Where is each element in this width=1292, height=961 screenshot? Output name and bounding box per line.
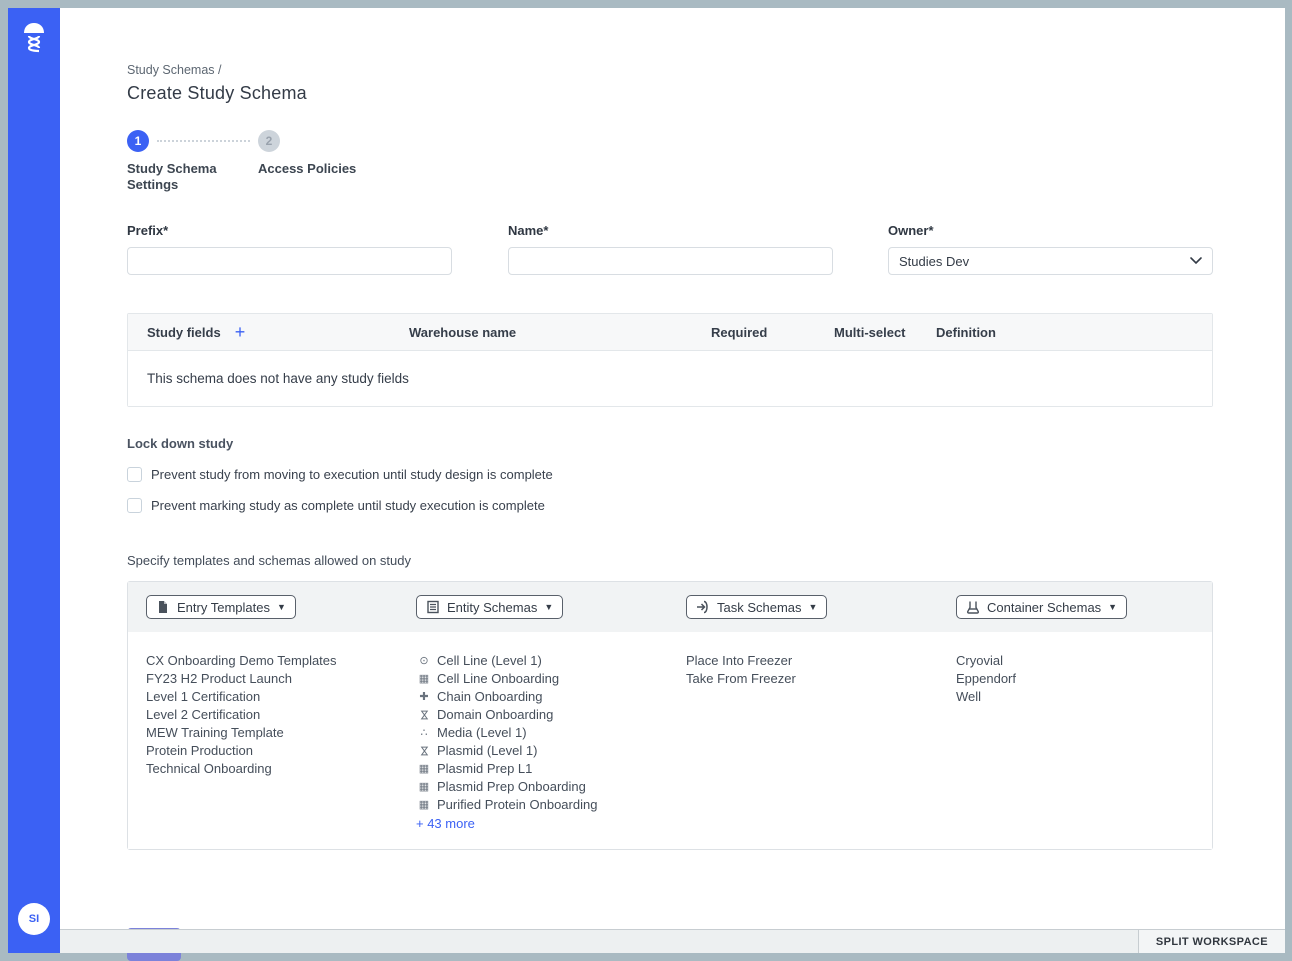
arrow-in-icon [696, 600, 710, 614]
step-2-circle[interactable]: 2 [258, 130, 280, 152]
list-item-label: Place Into Freezer [686, 653, 793, 668]
entity-schemas-list [416, 652, 668, 814]
lock-option-design[interactable] [127, 467, 1213, 482]
list-item-label: Eppendorf [956, 671, 1016, 686]
caret-down-icon: ▼ [276, 602, 286, 612]
entry-templates-list [146, 652, 398, 778]
checkbox-prevent-complete[interactable] [127, 498, 142, 513]
list-item-label: Chain Onboarding [437, 689, 543, 704]
list-item [416, 706, 668, 724]
name-label: Name* [508, 223, 549, 238]
list-item [416, 742, 668, 760]
footer-bar [60, 929, 1285, 953]
list-item [416, 778, 668, 796]
list-item-label: Plasmid Prep Onboarding [437, 779, 586, 794]
benchling-logo-icon[interactable] [21, 22, 47, 52]
step-1-circle[interactable]: 1 [127, 130, 149, 152]
dropdown-button-entity-schemas[interactable] [416, 595, 563, 619]
stepper [127, 130, 1213, 193]
grid-icon: ▦ [418, 763, 430, 775]
list-item [956, 670, 1212, 688]
list-item [146, 724, 398, 742]
grid-icon: ▦ [418, 781, 430, 793]
container-schemas-list [956, 652, 1212, 706]
chain-icon: ✚ [419, 691, 429, 703]
dropdown-label: Task Schemas [717, 599, 802, 615]
schema-settings-form [127, 223, 1213, 275]
caret-down-icon: ▼ [808, 602, 818, 612]
list-item-label: Level 2 Certification [146, 707, 261, 722]
study-fields-column-header: Study fields [147, 324, 221, 340]
checkbox-label: Prevent marking study as complete until study execution is complete [151, 498, 545, 513]
allowed-panel-body [128, 632, 1212, 849]
lock-down-study-label: Lock down study [127, 436, 234, 451]
list-item-label: Purified Protein Onboarding [437, 797, 598, 812]
dropdown-button-entry-templates[interactable] [146, 595, 296, 619]
owner-label: Owner* [888, 223, 934, 238]
list-item-label: Plasmid Prep L1 [437, 761, 533, 776]
dna-icon: ⋈ [418, 745, 430, 757]
list-item-label: CX Onboarding Demo Templates [146, 653, 337, 668]
step-2-label: Access Policies [258, 161, 357, 176]
list-item-label: Media (Level 1) [437, 725, 527, 740]
checkbox-label: Prevent study from moving to execution until study design is complete [151, 467, 553, 482]
task-schemas-list [686, 652, 938, 688]
list-item [686, 670, 938, 688]
chevron-down-icon [1190, 257, 1202, 265]
list-item [416, 796, 668, 814]
dropdown-button-container-schemas[interactable] [956, 595, 1127, 619]
cell-line-icon: ⊙ [419, 655, 429, 667]
allowed-column-entity-schemas [398, 652, 668, 833]
list-item-label: Protein Production [146, 743, 253, 758]
list-item-label: Take From Freezer [686, 671, 796, 686]
list-item [416, 724, 668, 742]
allowed-panel-header [128, 582, 1212, 632]
list-item-label: Cell Line (Level 1) [437, 653, 542, 668]
prefix-input[interactable] [127, 247, 452, 275]
empty-table-message: This schema does not have any study fields [128, 351, 1212, 406]
page-title: Create Study Schema [127, 83, 307, 103]
container-icon [966, 600, 980, 614]
warehouse-name-column-header: Warehouse name [409, 324, 517, 340]
required-column-header: Required [711, 324, 768, 340]
grid-icon: ▦ [418, 673, 430, 685]
list-item [146, 688, 398, 706]
show-more-link[interactable]: + 43 more [416, 816, 475, 831]
list-item [146, 706, 398, 724]
list-item [956, 652, 1212, 670]
dropdown-button-task-schemas[interactable] [686, 595, 827, 619]
list-item-label: Plasmid (Level 1) [437, 743, 538, 758]
list-item [146, 670, 398, 688]
prefix-label: Prefix* [127, 223, 169, 238]
breadcrumb[interactable]: Study Schemas / [127, 63, 222, 77]
list-item-label: MEW Training Template [146, 725, 284, 740]
grid-icon: ▦ [418, 799, 430, 811]
allowed-section-heading: Specify templates and schemas allowed on study [127, 553, 411, 568]
caret-down-icon: ▼ [544, 602, 554, 612]
step-1-label: Study Schema Settings [127, 161, 217, 192]
multi-select-column-header: Multi-select [834, 324, 906, 340]
study-fields-header-row [128, 314, 1212, 351]
dna-icon: ⋈ [418, 709, 430, 721]
name-input[interactable] [508, 247, 833, 275]
list-item-label: Cryovial [956, 653, 1003, 668]
list-item-label: Well [956, 689, 982, 704]
list-item [416, 688, 668, 706]
list-item-label: Domain Onboarding [437, 707, 554, 722]
dropdown-label: Container Schemas [987, 599, 1102, 615]
caret-down-icon: ▼ [1108, 602, 1118, 612]
list-item-label: Cell Line Onboarding [437, 671, 560, 686]
main-panel [60, 8, 1285, 953]
list-item [146, 760, 398, 778]
document-icon [156, 600, 170, 614]
list-item [146, 742, 398, 760]
sidebar [8, 8, 60, 953]
user-avatar[interactable]: SI [18, 903, 50, 935]
list-item [416, 670, 668, 688]
list-item-label: FY23 H2 Product Launch [146, 671, 292, 686]
definition-column-header: Definition [936, 324, 996, 340]
list-item-label: Technical Onboarding [146, 761, 272, 776]
step-study-schema-settings [127, 130, 258, 193]
step-connector [157, 140, 250, 142]
list-item [146, 652, 398, 670]
split-workspace-button[interactable]: SPLIT WORKSPACE [1138, 930, 1285, 953]
list-item [416, 760, 668, 778]
owner-select[interactable] [888, 247, 1213, 275]
lock-option-complete[interactable] [127, 498, 1213, 513]
checkbox-prevent-execution[interactable] [127, 467, 142, 482]
owner-selected-value: Studies Dev [899, 253, 970, 269]
media-icon: ∴ [420, 727, 428, 739]
list-item [686, 652, 938, 670]
allowed-column-entry-templates [128, 652, 398, 833]
study-fields-table [127, 313, 1213, 407]
list-item [956, 688, 1212, 706]
allowed-panel [127, 581, 1213, 850]
allowed-column-task-schemas [668, 652, 938, 833]
app-window [8, 8, 1284, 953]
add-study-field-button plus-icon[interactable]: + [234, 322, 246, 342]
allowed-column-container-schemas [938, 652, 1212, 833]
list-item-label: Level 1 Certification [146, 689, 261, 704]
step-access-policies [258, 130, 389, 193]
list-item [416, 652, 668, 670]
dropdown-label: Entry Templates [177, 599, 270, 615]
dropdown-label: Entity Schemas [447, 599, 538, 615]
list-icon [426, 600, 440, 614]
